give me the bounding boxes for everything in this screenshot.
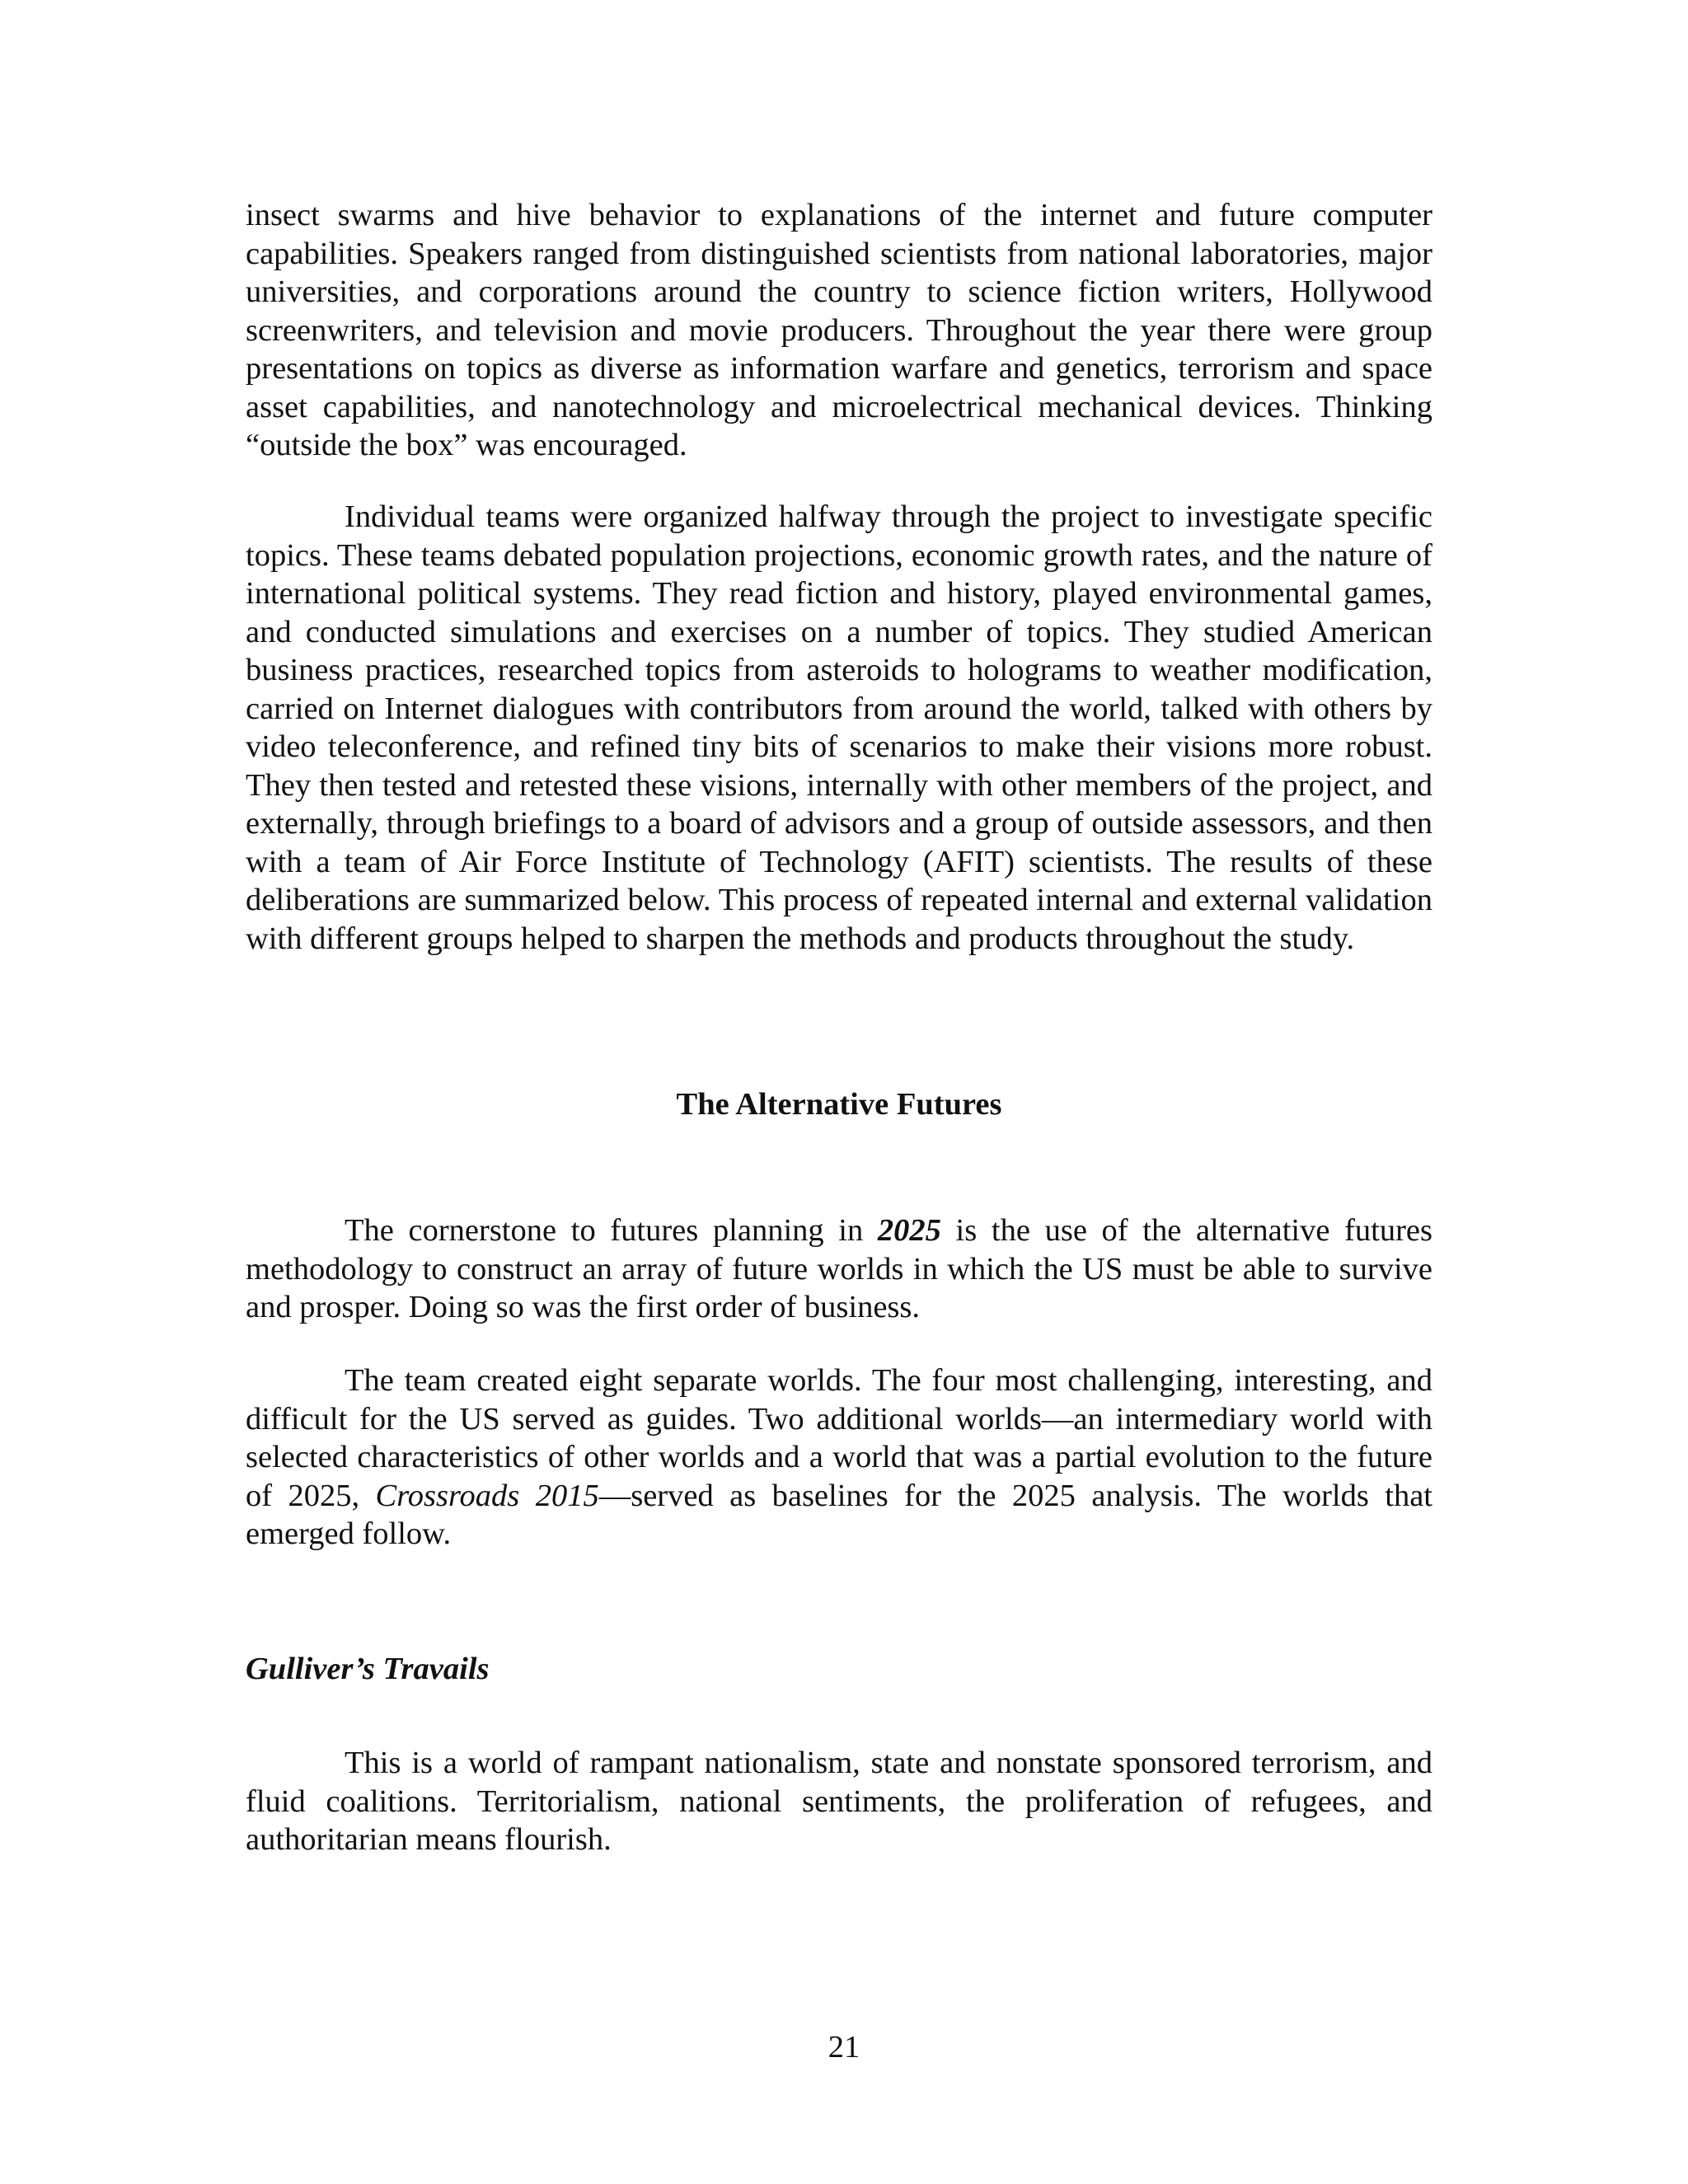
subsection-heading: Gulliver’s Travails xyxy=(246,1652,490,1686)
paragraph-eight-worlds-text-start: The team created eight separate worlds. The four most challenging, interesting, and difficult for the US served as guides. Two additional worlds—an intermediary world with selected characteristics of other worlds and a world that was a partial evolution to the future of 2025, xyxy=(246,1363,1432,1513)
paragraph-cornerstone-text-start: The cornerstone to futures planning in xyxy=(345,1213,878,1248)
paragraph-eight-worlds xyxy=(246,1361,1432,1554)
paragraph-eight-worlds-text-end: —served as baselines for the 2025 analysis. The worlds that emerged follow. xyxy=(246,1478,1432,1551)
paragraph-individual-teams: Individual teams were organized halfway through the project to investigate specific topics. These teams debated population projections, economic growth rates, and the nature of international political systems. They read fiction and history, played environmental games, and conducted simulations and exercises on a number of topics. They studied American business practices, researched topics from asteroids to holograms to weather modification, carried on Internet dialogues with contributors from around the world, talked with others by video teleconference, and refined tiny bits of scenarios to make their visions more robust. They then tested and retested these visions, internally with other members of the project, and externally, through briefings to a board of advisors and a group of outside assessors, and then with a team of Air Force Institute of Technology (AFIT) scientists. The results of these deliberations are summarized below. This process of repeated internal and external validation with different groups helped to sharpen the methods and products throughout the study. xyxy=(246,499,1432,956)
paragraph-cornerstone-text-end: is the use of the alternative futures methodology to construct an array of future worlds in which the US must be able to survive and prosper. Doing so was the first order of business. xyxy=(246,1213,1432,1324)
paragraph-gullivers-travails: This is a world of rampant nationalism, state and nonstate sponsored terrorism, and fluid coalitions. Territorialism, national sentiments, the proliferation of refugees, and authoritarian means flourish. xyxy=(246,1746,1432,1857)
emphasis-2025: 2025 xyxy=(877,1213,941,1248)
section-heading: The Alternative Futures xyxy=(676,1087,1002,1122)
paragraph-intro-continuation: insect swarms and hive behavior to explanations of the internet and future computer capabilities. Speakers ranged from distinguished scientists from national laboratories, major universities, and corporations around the country to science fiction writers, Hollywood screenwriters, and television and movie producers. Throughout the year there were group presentations on topics as diverse as information warfare and genetics, terrorism and space asset capabilities, and nanotechnology and microelectrical mechanical devices. Thinking “outside the box” was encouraged. xyxy=(246,198,1432,462)
emphasis-crossroads-2015: Crossroads 2015 xyxy=(375,1478,599,1513)
page-number: 21 xyxy=(828,2030,860,2064)
paragraph-cornerstone xyxy=(246,1212,1432,1327)
